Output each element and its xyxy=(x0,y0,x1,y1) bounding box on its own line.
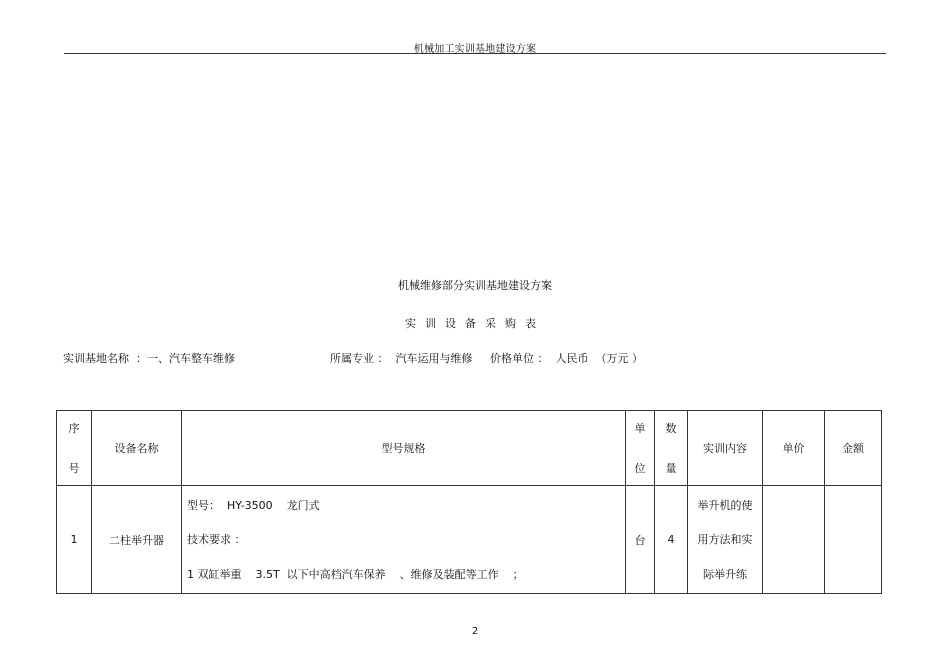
document-title: 机械维修部分实训基地建设方案 xyxy=(398,279,552,292)
content-line: 用方法和实 xyxy=(697,533,753,546)
header-qty-char-2: 量 xyxy=(665,462,677,475)
header-unit-price: 单价 xyxy=(763,411,825,486)
table-row xyxy=(57,486,882,594)
header-unit-char-2: 位 xyxy=(634,462,646,475)
training-base-name: 实训基地名称 ：一、汽车整车维修 xyxy=(63,352,235,365)
header-equipment-name: 设备名称 xyxy=(92,411,182,486)
header-divider xyxy=(64,53,886,54)
equipment-procurement-table xyxy=(56,410,882,594)
cell-seq: 1 xyxy=(57,486,92,594)
header-spec: 型号规格 xyxy=(182,411,626,486)
running-header-title: 机械加工实训基地建设方案 xyxy=(413,44,537,55)
content-line: 举升机的使 xyxy=(697,498,753,512)
table-header-row xyxy=(57,411,882,486)
major-field: 所属专业 ： 汽车运用与维修 xyxy=(330,352,473,365)
cell-qty: 4 xyxy=(655,486,688,594)
document-subtitle: 实训设备采购表 xyxy=(405,317,545,330)
header-unit-char-1: 单 xyxy=(634,422,646,435)
price-unit: 价格单位 ： 人民币 （万元 ） xyxy=(490,352,643,365)
cell-amount xyxy=(825,486,882,594)
cell-unit: 台 xyxy=(626,486,655,594)
cell-equipment-name: 二柱举升器 xyxy=(92,486,182,594)
spec-line: 1 双缸举重 3.5T 以下中高档汽车保养 、维修及装配等工作 ； xyxy=(187,567,524,581)
cell-training-content xyxy=(688,486,763,594)
header-qty-char-1: 数 xyxy=(665,422,677,435)
cell-spec xyxy=(182,486,626,594)
spec-line: 技术要求 ： xyxy=(187,533,246,546)
header-seq xyxy=(57,411,92,486)
header-seq-char-2: 号 xyxy=(68,462,80,475)
header-seq-char-1: 序 xyxy=(68,422,80,435)
header-amount: 金额 xyxy=(825,411,882,486)
content-line: 际举升练 xyxy=(703,567,747,581)
cell-unit-price xyxy=(763,486,825,594)
header-qty xyxy=(655,411,688,486)
header-unit xyxy=(626,411,655,486)
spec-line: 型号： HY-3500 龙门式 xyxy=(187,498,320,512)
header-training-content: 实训内容 xyxy=(688,411,763,486)
page-number: 2 xyxy=(471,626,479,637)
